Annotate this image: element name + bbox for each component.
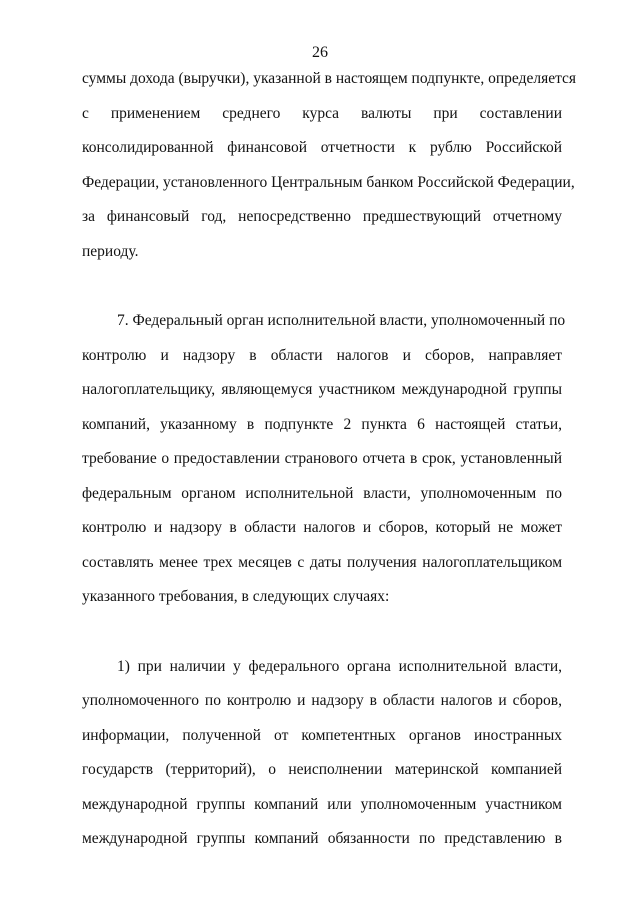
text-line: указанного требования, в следующих случаях: (82, 588, 390, 605)
text-line: составлять менее трех месяцев с даты получения налогоплательщиком (82, 553, 562, 571)
text-line: международной группы компаний или уполномоченным участником (82, 795, 562, 813)
text-line: периоду. (82, 242, 139, 260)
text-line: консолидированной финансовой отчетности к рублю Российской (82, 139, 562, 156)
text-line: компаний, указанному в подпункте 2 пункта 6 настоящей статьи, (82, 415, 562, 433)
paragraph (82, 657, 562, 864)
text-line: требование о предоставлении странового отчета в срок, установленный (82, 450, 562, 467)
paragraph-gap (82, 276, 562, 311)
text-line: 7. Федеральный орган исполнительной власти, уполномоченный по (117, 312, 566, 329)
text-line: уполномоченного по контролю и надзору в области налогов и сборов, (82, 692, 562, 709)
text-line: 1) при наличии у федерального органа исполнительной власти, (117, 657, 562, 675)
text-line: налогоплательщику, являющемуся участником международной группы (82, 381, 562, 398)
text-line: информации, полученной от компетентных органов иностранных (82, 726, 562, 744)
text-line: федеральным органом исполнительной власти, уполномоченным по (82, 484, 562, 502)
text-line: суммы дохода (выручки), указанной в настоящем подпункте, определяется (82, 70, 577, 87)
paragraph (82, 69, 577, 276)
paragraph-gap (82, 622, 562, 657)
text-line: контролю и надзору в области налогов и сборов, который не может (82, 519, 562, 536)
text-line: за финансовый год, непосредственно предшествующий отчетному (82, 208, 562, 225)
document-body (82, 69, 577, 864)
text-line: международной группы компаний обязанности по представлению в (82, 830, 562, 847)
text-line: с применением среднего курса валюты при составлении (82, 104, 562, 122)
text-line: государств (территорий), о неисполнении материнской компанией (82, 761, 562, 778)
page-number: 26 (312, 44, 328, 61)
text-line: Федерации, установленного Центральным банком Российской Федерации, (82, 173, 575, 191)
paragraph (82, 311, 566, 622)
text-line: контролю и надзору в области налогов и сборов, направляет (82, 346, 562, 364)
